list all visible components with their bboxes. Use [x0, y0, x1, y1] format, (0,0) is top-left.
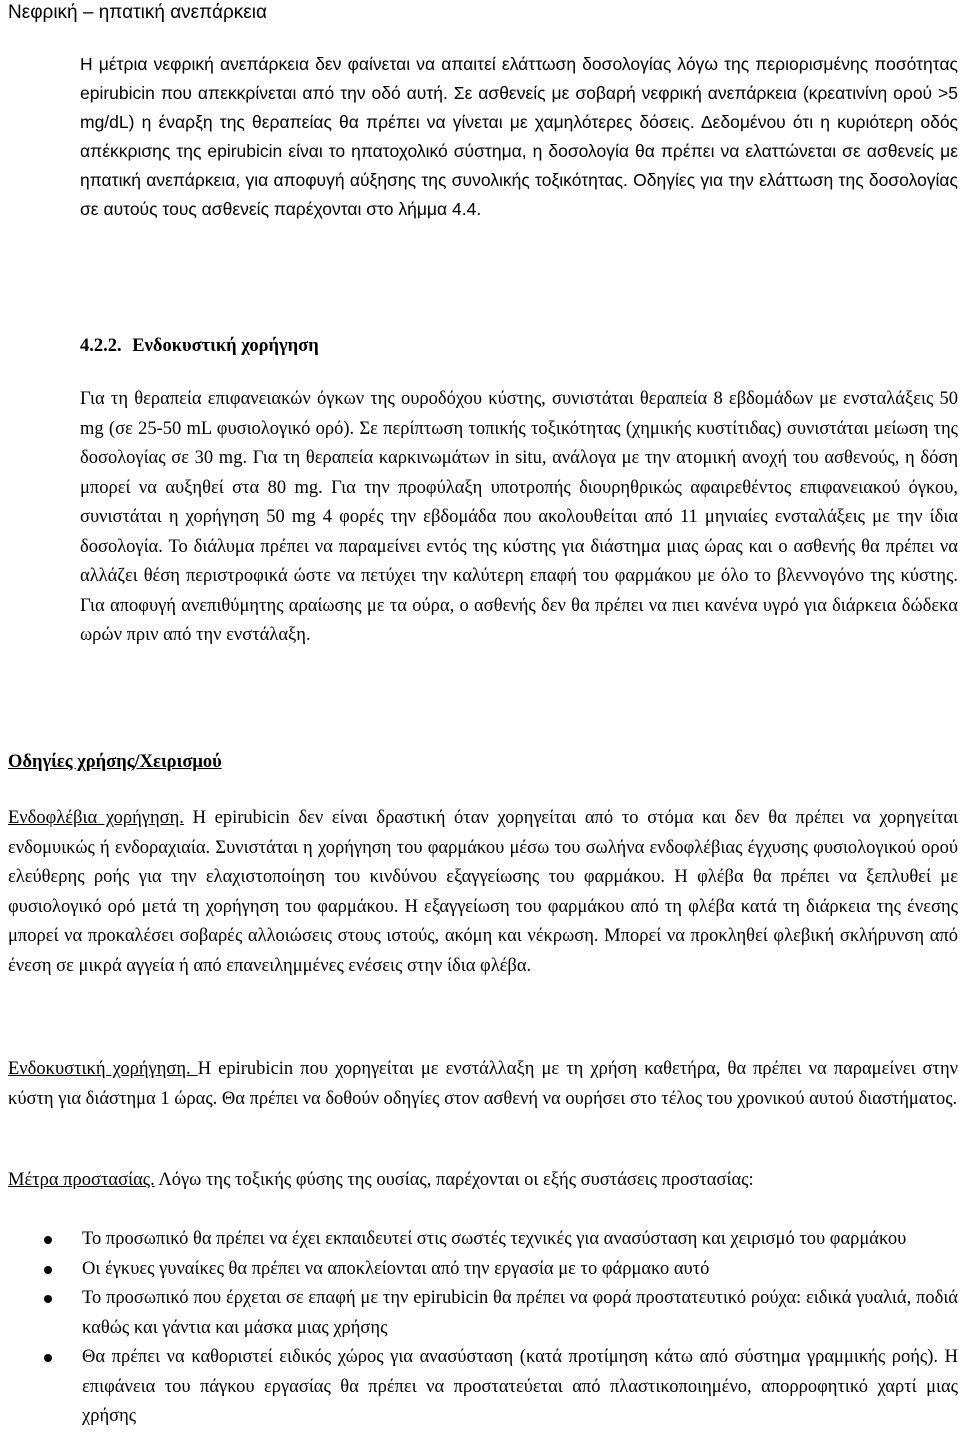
list-item: Το προσωπικό που έρχεται σε επαφή με την epirubicin θα πρέπει να φορά προστατευτικό ρούχα: ειδικά γυαλιά, ποδιά καθώς και γάντια και μάσκα μιας χρήσης: [8, 1284, 958, 1343]
renal-hepatic-paragraph: [80, 50, 958, 224]
iv-body: Η epirubicin δεν είναι δραστική όταν χορηγείται από το στόμα και δεν θα πρέπει να χορηγείται ενδομυικώς ή ενδοραχιαία. Συνιστάται η χορήγηση του φαρμάκου μέσω του σωλήνα ενδοφλέβιας έγχυσης φυσιολογικού ορού ελεύθερης ροής για την ελαχιστοποίηση του κινδύνου εξαγγείωσης του φαρμάκου. Η φλέβα θα πρέπει να ξεπλυθεί με φυσιολογικό ορό μετά τη χορήγηση του φαρμάκου. Η εξαγγείωση του φαρμάκου από τη φλέβα κατά τη διάρκεια της ένεσης μπορεί να προκαλέσει σοβαρές αλλοιώσεις στους ιστούς, ακόμη και νέκρωση. Μπορεί να προκληθεί φλεβική σκλήρυνση από ένεση σε μικρά αγγεία ή από επανειλημμένες ενέσεις στην ίδια φλέβα.: [8, 808, 958, 976]
iv-label: Ενδοφλέβια χορήγηση.: [8, 808, 184, 828]
bullet-icon: [44, 1354, 52, 1362]
renal-hepatic-title: Νεφρική – ηπατική ανεπάρκεια: [8, 2, 267, 23]
section-number: 4.2.2.: [80, 336, 122, 356]
section-heading-intravesical: [80, 332, 680, 362]
bullet-icon: [44, 1295, 52, 1303]
renal-hepatic-body: Η μέτρια νεφρική ανεπάρκεια δεν φαίνεται να απαιτεί ελάττωση δοσολογίας λόγω της περιορισμένης ποσότητας epirubicin που απεκκρίνεται από την οδό αυτή. Σε ασθενείς με σοβαρή νεφρική ανεπάρκεια (κρεατινίνη ορού >5 mg/dL) η έναρξη της θεραπείας θα πρέπει να γίνεται με χαμηλότερες δόσεις. Δεδομένου ότι η κυριότερη οδός απέκκρισης της epirubicin είναι το ηπατοχολικό σύστημα, η δοσολογία θα πρέπει να ελαττώνεται σε ασθενείς με ηπατική ανεπάρκεια, για αποφυγή αύξησης της συνολικής τοξικότητας. Οδηγίες για την ελάττωση της δοσολογίας σε αυτούς τους ασθενείς παρέχονται στο λήμμα 4.4.: [80, 54, 958, 219]
section-title: Ενδοκυστική χορήγηση: [132, 336, 319, 356]
list-item: Θα πρέπει να καθοριστεί ειδικός χώρος για ανασύσταση (κατά προτίμηση κάτω από σύστημα γραμμικής ροής). Η επιφάνεια του πάγκου εργασίας θα πρέπει να προστατεύεται από πλαστικοποιημένο, απορροφητικό χαρτί μιας χρήσης: [8, 1343, 958, 1432]
intravesical-paragraph: [80, 385, 958, 651]
iv-paragraph: [8, 804, 958, 981]
bullet-icon: [44, 1236, 52, 1244]
list-item: Οι έγκυες γυναίκες θα πρέπει να αποκλείονται από την εργασία με το φάρμακο αυτό: [8, 1255, 958, 1285]
protection-paragraph: [8, 1166, 958, 1196]
vesical-label: Ενδοκυστική χορήγηση.: [8, 1059, 198, 1079]
protection-body: Λόγω της τοξικής φύσης της ουσίας, παρέχονται οι εξής συστάσεις προστασίας:: [154, 1170, 754, 1190]
protection-label: Μέτρα προστασίας.: [8, 1170, 155, 1190]
intravesical-body: Για τη θεραπεία επιφανειακών όγκων της ουροδόχου κύστης, συνιστάται θεραπεία 8 εβδομάδων με ενσταλάξεις 50 mg (σε 25-50 mL φυσιολογικό ορό). Σε περίπτωση τοπικής τοξικότητας (χημικής κυστίτιδας) συνιστάται μείωση της δοσολογίας σε 30 mg. Για τη θεραπεία καρκινωμάτων in situ, ανάλογα με την ατομική ανοχή του ασθενούς, η δόση μπορεί να αυξηθεί στα 80 mg. Για την προφύλαξη υποτροπής διουρηθρικώς αφαιρεθέντος επιφανειακού όγκου, συνιστάται η χορήγηση 50 mg 4 φορές την εβδομάδα που ακολουθείται από 11 μηνιαίες ενσταλάξεις με την ίδια δοσολογία. Το διάλυμα πρέπει να παραμείνει εντός της κύστης για διάστημα μιας ώρας και ο ασθενής θα πρέπει να αλλάζει θέση περιστροφικά ώστε να πετύχει την καλύτερη επαφή του φαρμάκου με όλο το βλεννογόνο της κύστης. Για αποφυγή ανεπιθύμητης αραίωσης με τα ούρα, ο ασθενής δεν θα πρέπει να πιει κανένα υγρό για διάρκεια δώδεκα ωρών πριν από την ενστάλαξη.: [80, 389, 958, 645]
handling-title: Οδηγίες χρήσης/Χειρισμού: [8, 752, 222, 772]
vesical-paragraph: [8, 1055, 958, 1114]
vesical-body: Η epirubicin που χορηγείται με ενστάλλαξη με τη χρήση καθετήρα, θα πρέπει να παραμείνει στην κύστη για διάστημα 1 ώρας. Θα πρέπει να δοθούν οδηγίες στον ασθενή να ουρήσει στο τέλος του χρονικού αυτού διαστήματος.: [8, 1059, 958, 1109]
list-item: Το προσωπικό θα πρέπει να έχει εκπαιδευτεί στις σωστές τεχνικές για ανασύσταση και χειρισμό του φαρμάκου: [8, 1225, 958, 1255]
protection-list: [8, 1225, 958, 1432]
bullet-icon: [44, 1266, 52, 1274]
